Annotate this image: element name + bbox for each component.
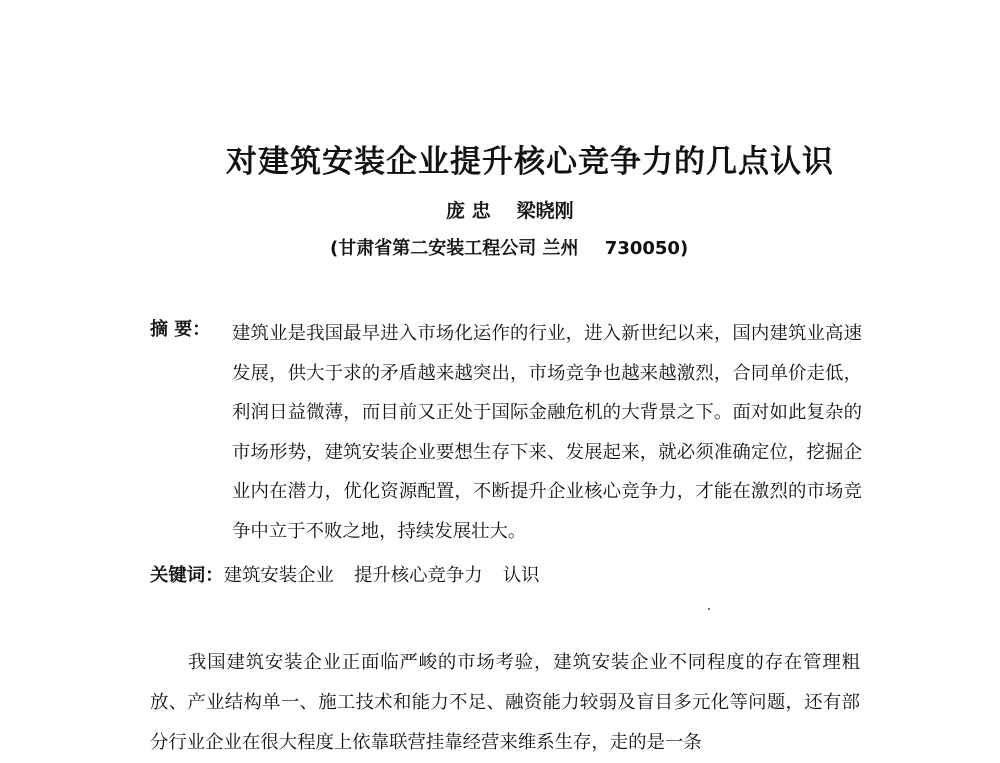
keyword-item: 建筑安装企业 xyxy=(223,565,334,586)
affiliation-postcode: 730050) xyxy=(604,238,689,259)
affiliation-line xyxy=(330,236,688,262)
keyword-item: 提升核心竞争力 xyxy=(353,565,483,586)
abstract-label: 摘 要： xyxy=(150,319,211,340)
author-name: 梁晓刚 xyxy=(516,200,574,222)
author-line xyxy=(446,198,574,224)
body-paragraph: 我国建筑安装企业正面临严峻的市场考验，建筑安装企业不同程度的存在管理粗放、产业结构单一、施工技术和能力不足、融资能力较弱及盲目多元化等问题，还有部分行业企业在很大程度上依靠联营挂靠经营来维系生存，走的是一条 xyxy=(150,652,860,753)
keywords-label: 关键词： xyxy=(150,565,224,586)
abstract-text: 建筑业是我国最早进入市场化运作的行业，进入新世纪以来，国内建筑业高速发展，供大于求的矛盾越来越突出，市场竞争也越来越激烈，合同单价走低，利润日益微薄，而目前又正处于国际金融危机的大背景之下。面对如此复杂的市场形势，建筑安装企业要想生存下来、发展起来，就必须准确定位，挖掘企业内在潜力，优化资源配置，不断提升企业核心竞争力，才能在激烈的市场竞争中立于不败之地，持续发展壮大。 xyxy=(232,323,862,542)
keyword-item: 认识 xyxy=(502,565,540,586)
keywords-line xyxy=(150,563,539,589)
affiliation-organization: (甘肃省第二安装工程公司 xyxy=(330,238,537,259)
affiliation-city: 兰州 xyxy=(542,238,579,259)
paper-title: 对建筑安装企业提升核心竞争力的几点认识 xyxy=(226,144,834,180)
author-name: 庞 忠 xyxy=(446,200,491,222)
scan-speck xyxy=(708,608,710,610)
